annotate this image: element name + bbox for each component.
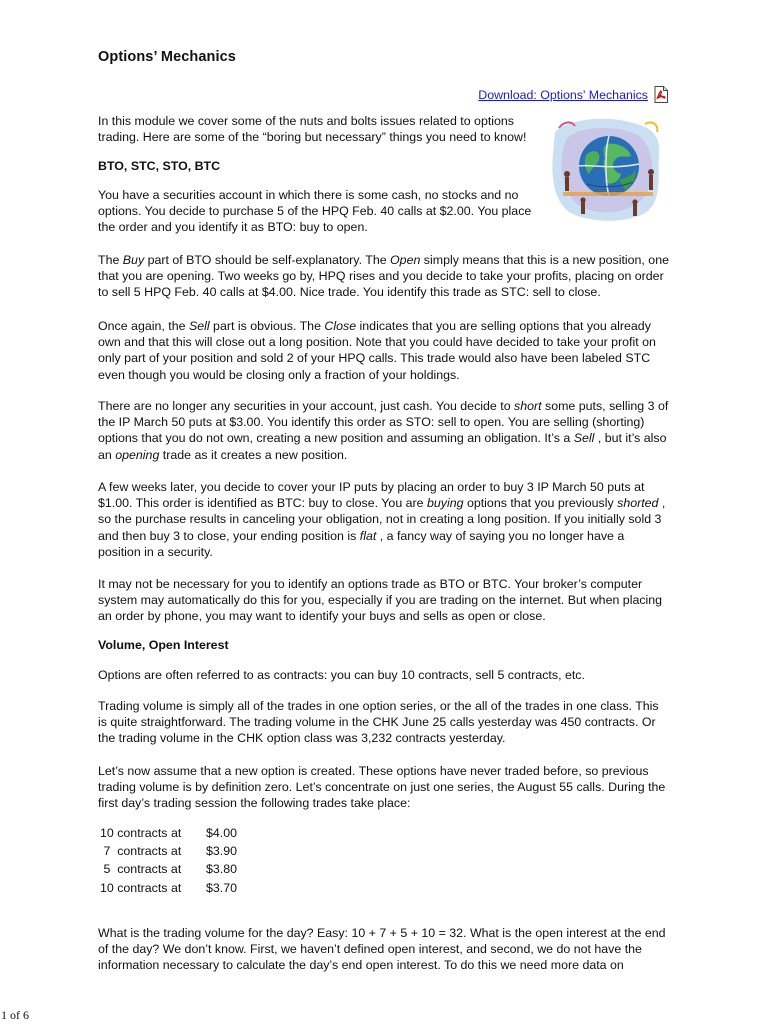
pdf-icon[interactable] xyxy=(654,86,668,103)
trade-price: $4.00 xyxy=(206,826,238,840)
trade-quantity: 7 contracts at xyxy=(100,844,182,859)
paragraph-trading-volume: Trading volume is simply all of the trades in one option series, or the all of the trades in one class. This is quite straightforward. The trading volume in the CHK June 25 calls yesterday was 450 contracts. Or the trading volume in the CHK option class was 3,232 contracts yesterday. xyxy=(98,699,659,746)
trade-price: $3.70 xyxy=(206,880,238,895)
paragraph-new-option: Let’s now assume that a new option is created. These options have never traded before, so previous trading volume is by definition zero. Let’s concentrate on just one series, the August 55 calls. During the first day’s trading session the following trades take place: xyxy=(98,764,666,811)
paragraph-btc: A few weeks later, you decide to cover your IP puts by placing an order to buy 3 IP March 50 puts at $1.00. This order is identified as BTC: buy to close. You are buying options that you previously shorted , so the purchase results in canceling your obligation, not in creating a long position. If you initially sold 3 and then buy 3 to close, your ending position is flat , a fancy way of saying you no longer have a position in a security. xyxy=(98,480,666,559)
paragraph-contracts: Options are often referred to as contracts: you can buy 10 contracts, sell 5 contracts, etc. xyxy=(98,668,585,682)
page-indicator: 1 of 6 xyxy=(1,1008,29,1022)
paragraph-open-interest: What is the trading volume for the day? Easy: 10 + 7 + 5 + 10 = 32. What is the open interest at the end of the day? We don’t know. First, we haven’t defined open interest, and second, we do not have the information necessary to calculate the day’s end open interest. To do this we need more data on xyxy=(98,926,666,973)
trade-quantity: 5 contracts at xyxy=(100,862,182,877)
trades-table xyxy=(100,824,237,897)
paragraph-bto: You have a securities account in which there is some cash, no stocks and no options. You decide to purchase 5 of the HPQ Feb. 40 calls at $2.00. You place the order and you identify it as BTO: buy to open. xyxy=(98,188,532,235)
trade-price: $3.90 xyxy=(206,844,238,859)
trade-quantity: 10 contracts at xyxy=(100,880,182,895)
trade-price: $3.80 xyxy=(206,862,238,877)
page-title: Options’ Mechanics xyxy=(98,49,236,65)
paragraph-broker: It may not be necessary for you to identify an options trade as BTO or BTC. Your broker’s computer system may automatically do this for you, especially if you are trading on the internet. But when placing an order by phone, you may want to identify your buys and sells as open or close. xyxy=(98,577,663,624)
download-link-row[interactable] xyxy=(478,86,668,103)
table-row xyxy=(100,824,237,842)
paragraph-sto: There are no longer any securities in your account, just cash. You decide to short some puts, selling 3 of the IP March 50 puts at $3.00. You identify this order as STO: sell to open. You are selling (shorting) options that you do not own, creating a new position and assuming an obligation. It’s a Sell , but it’s also an opening trade as it creates a new position. xyxy=(98,399,669,462)
globe-people-illustration xyxy=(549,114,667,226)
paragraph-close: Once again, the Sell part is obvious. The Close indicates that you are selling options that you already own and that this will close out a long position. Note that you could have decided to take your profit on only part of your position and sold 2 of your HPQ calls. This trade would also have been labeled STC even though you would be closing only a fraction of your holdings. xyxy=(98,319,656,382)
table-row xyxy=(100,879,237,897)
paragraph-stc: The Buy part of BTO should be self-explanatory. The Open simply means that this is a new position, one that you are opening. Two weeks go by, HPQ rises and you decide to take your profits, placing on order to sell 5 HPQ Feb. 40 calls at $4.00. Nice trade. You identify this trade as STC: sell to close. xyxy=(98,253,669,300)
section-heading-volume: Volume, Open Interest xyxy=(98,638,229,652)
trade-quantity: 10 contracts at xyxy=(100,826,182,840)
table-row xyxy=(100,860,237,878)
section-heading-bto: BTO, STC, STO, BTC xyxy=(98,159,221,173)
download-link[interactable]: Download: Options' Mechanics xyxy=(478,87,648,102)
table-row xyxy=(100,842,237,860)
intro-paragraph: In this module we cover some of the nuts and bolts issues related to options trading. Here are some of the “boring but necessary” things you need to know! xyxy=(98,114,527,145)
